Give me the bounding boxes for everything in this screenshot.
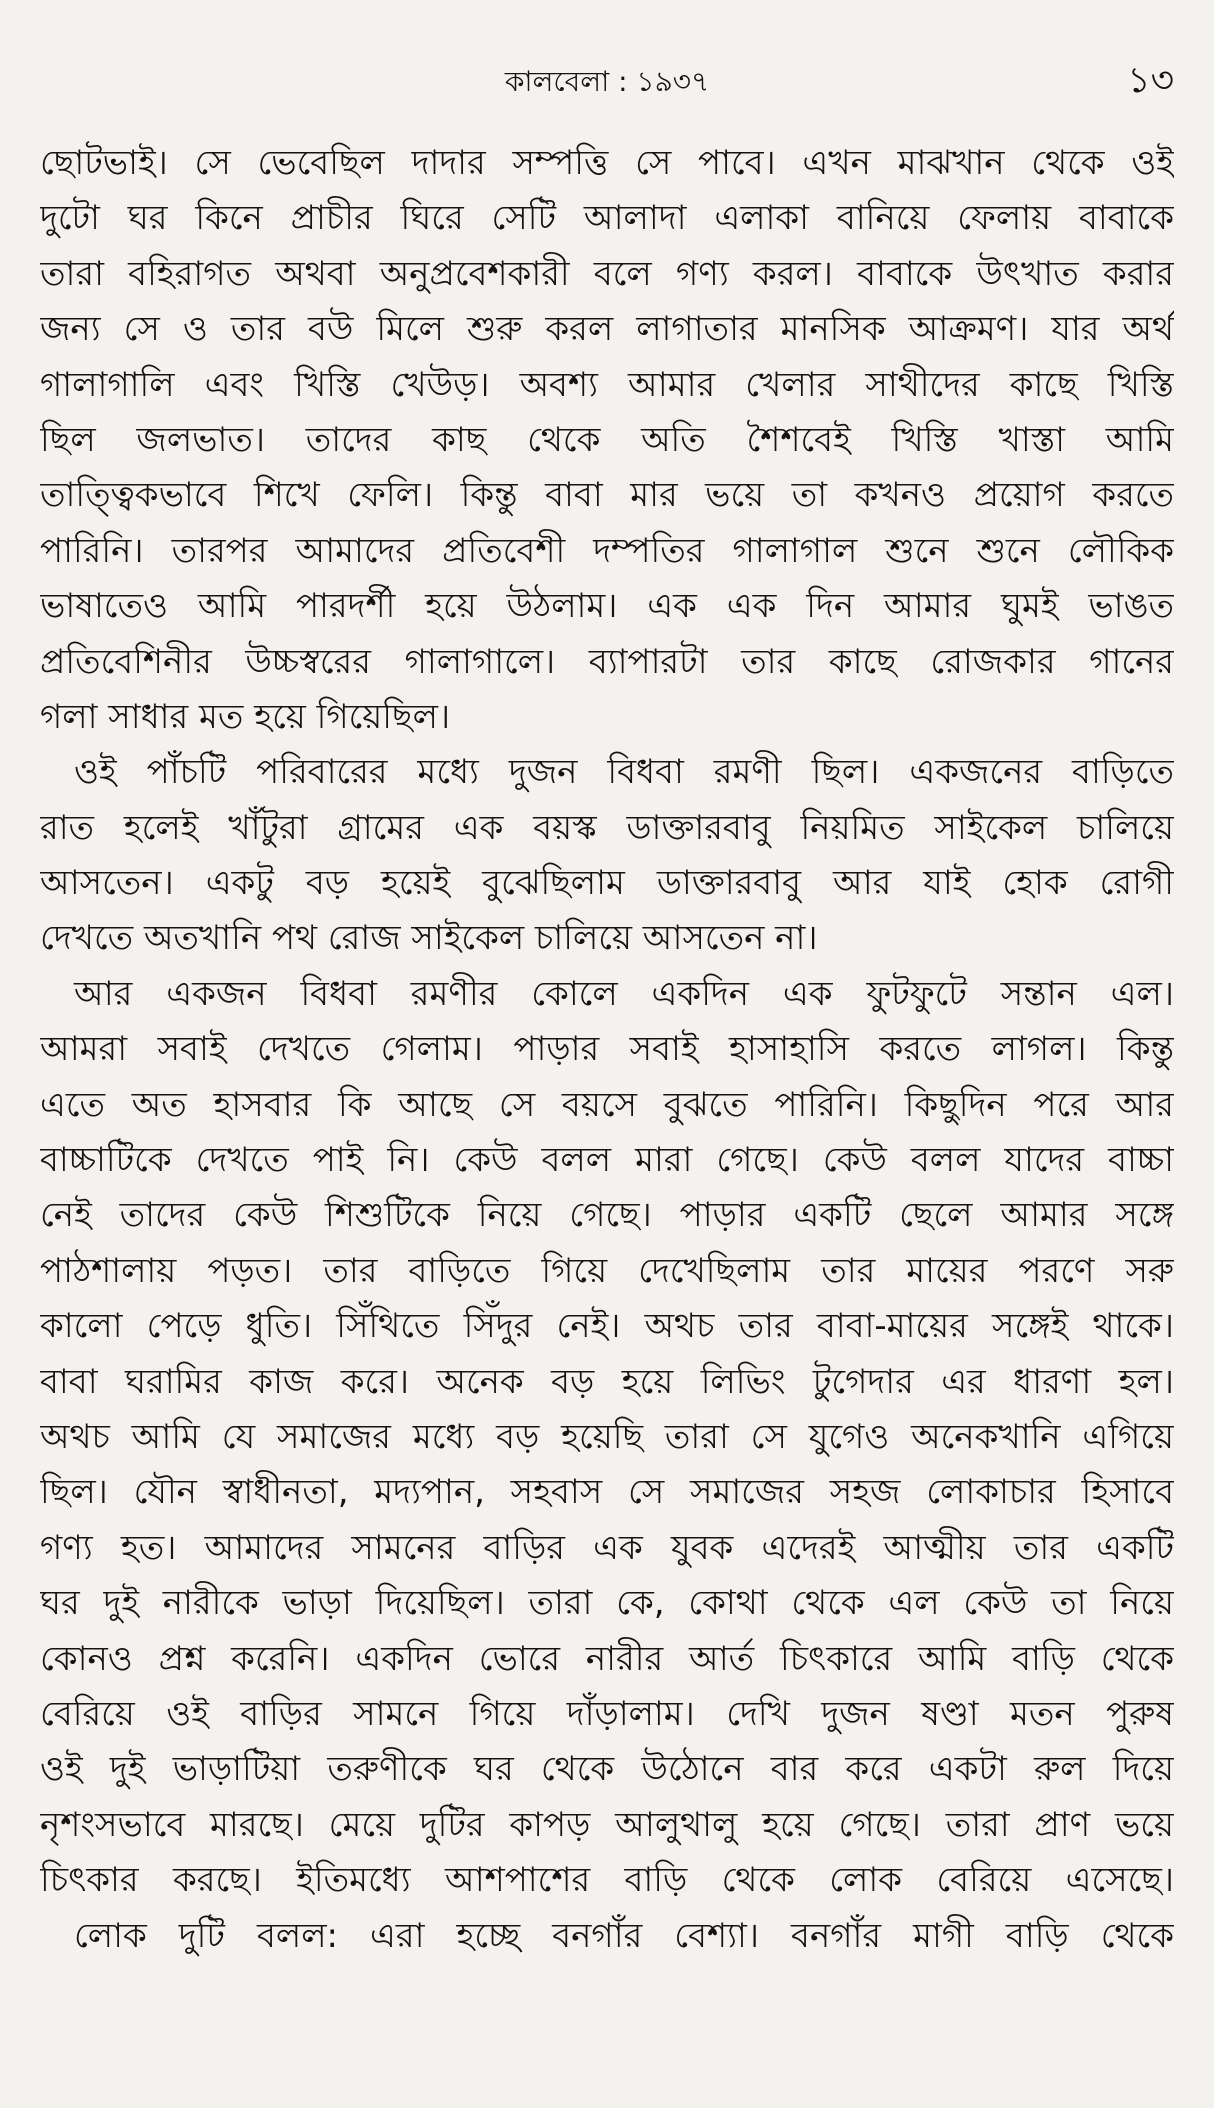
text-line: তাত্ত্বিকভাবে শিখে ফেলি। কিন্তু বাবা মার ভয়ে তা কখনও প্রয়োগ করতে: [40, 475, 1174, 516]
text-line: বেরিয়ে ওই বাড়ির সামনে গিয়ে দাঁড়ালাম। দেখি দুজন ষণ্ডা মতন পুরুষ: [40, 1693, 1174, 1734]
text-line: তারা বহিরাগত অথবা অনুপ্রবেশকারী বলে গণ্য করল। বাবাকে উৎখাত করার: [40, 253, 1174, 294]
text-line: জন্য সে ও তার বউ মিলে শুরু করল লাগাতার মানসিক আক্রমণ। যার অর্থ: [40, 309, 1174, 350]
text-line: রাত হলেই খাঁটুরা গ্রামের এক বয়স্ক ডাক্তারবাবু নিয়মিত সাইকেল চালিয়ে: [40, 807, 1174, 848]
text-line: নেই তাদের কেউ শিশুটিকে নিয়ে গেছে। পাড়ার একটি ছেলে আমার সঙ্গে: [40, 1195, 1174, 1236]
text-line: কোনও প্রশ্ন করেনি। একদিন ভোরে নারীর আর্ত চিৎকারে আমি বাড়ি থেকে: [40, 1638, 1174, 1679]
text-line: ওই দুই ভাড়াটিয়া তরুণীকে ঘর থেকে উঠোনে বার করে একটা রুল দিয়ে: [40, 1749, 1174, 1790]
text-line: ওই পাঁচটি পরিবারের মধ্যে দুজন বিধবা রমণী ছিল। একজনের বাড়িতে: [74, 752, 1174, 793]
text-line: গালাগালি এবং খিস্তি খেউড়। অবশ্য আমার খেলার সাথীদের কাছে খিস্তি: [40, 364, 1174, 405]
text-line: নৃশংসভাবে মারছে। মেয়ে দুটির কাপড় আলুথালু হয়ে গেছে। তারা প্রাণ ভয়ে: [40, 1804, 1174, 1845]
text-line: ছিল। যৌন স্বাধীনতা, মদ্যপান, সহবাস সে সমাজের সহজ লোকাচার হিসাবে: [40, 1472, 1174, 1513]
text-line: পাঠশালায় পড়ত। তার বাড়িতে গিয়ে দেখেছিলাম তার মায়ের পরণে সরু: [40, 1250, 1174, 1291]
text-line: গলা সাধার মত হয়ে গিয়েছিল।: [40, 696, 451, 737]
text-line: প্রতিবেশিনীর উচ্চস্বরের গালাগালে। ব্যাপারটা তার কাছে রোজকার গানের: [40, 641, 1174, 682]
text-line: ঘর দুই নারীকে ভাড়া দিয়েছিল। তারা কে, কোথা থেকে এল কেউ তা নিয়ে: [40, 1583, 1174, 1624]
text-line: ছিল জলভাত। তাদের কাছ থেকে অতি শৈশবেই খিস্তি খাস্তা আমি: [40, 419, 1174, 460]
text-line: ভাষাতেও আমি পারদর্শী হয়ে উঠলাম। এক এক দিন আমার ঘুমই ভাঙত: [40, 586, 1174, 627]
text-line: ছোটভাই। সে ভেবেছিল দাদার সম্পত্তি সে পাবে। এখন মাঝখান থেকে ওই: [40, 143, 1174, 183]
page-number: ১৩: [1127, 60, 1174, 101]
text-line: পারিনি। তারপর আমাদের প্রতিবেশী দম্পতির গালাগাল শুনে শুনে লৌকিক: [40, 530, 1174, 571]
text-line: দুটো ঘর কিনে প্রাচীর ঘিরে সেটি আলাদা এলাকা বানিয়ে ফেলায় বাবাকে: [40, 198, 1174, 239]
text-line: আসতেন। একটু বড় হয়েই বুঝেছিলাম ডাক্তারবাবু আর যাই হোক রোগী: [40, 863, 1174, 904]
text-line: দেখতে অতখানি পথ রোজ সাইকেল চালিয়ে আসতেন না।: [40, 918, 818, 959]
body-text: [40, 136, 1174, 1964]
text-line: এতে অত হাসবার কি আছে সে বয়সে বুঝতে পারিনি। কিছুদিন পরে আর: [40, 1084, 1174, 1125]
running-title: কালবেলা : ১৯৩৭: [504, 65, 710, 98]
text-line: আমরা সবাই দেখতে গেলাম। পাড়ার সবাই হাসাহাসি করতে লাগল। কিন্তু: [40, 1029, 1174, 1070]
text-line: কালো পেড়ে ধুতি। সিঁথিতে সিঁদুর নেই। অথচ তার বাবা-মায়ের সঙ্গেই থাকে।: [40, 1306, 1174, 1347]
text-line: বাবা ঘরামির কাজ করে। অনেক বড় হয়ে লিভিং টুগেদার এর ধারণা হল।: [40, 1361, 1174, 1402]
text-line: চিৎকার করছে। ইতিমধ্যে আশপাশের বাড়ি থেকে লোক বেরিয়ে এসেছে।: [40, 1860, 1174, 1901]
text-line: আর একজন বিধবা রমণীর কোলে একদিন এক ফুটফুটে সন্তান এল।: [74, 973, 1174, 1014]
text-line: লোক দুটি বলল: এরা হচ্ছে বনগাঁর বেশ্যা। বনগাঁর মাগী বাড়ি থেকে: [74, 1915, 1174, 1956]
text-line: গণ্য হত। আমাদের সামনের বাড়ির এক যুবক এদেরই আত্মীয় তার একটি: [40, 1527, 1174, 1568]
text-line: বাচ্চাটিকে দেখতে পাই নি। কেউ বলল মারা গেছে। কেউ বলল যাদের বাচ্চা: [40, 1140, 1174, 1181]
text-line: অথচ আমি যে সমাজের মধ্যে বড় হয়েছি তারা সে যুগেও অনেকখানি এগিয়ে: [40, 1416, 1174, 1457]
page-header: [40, 62, 1174, 112]
